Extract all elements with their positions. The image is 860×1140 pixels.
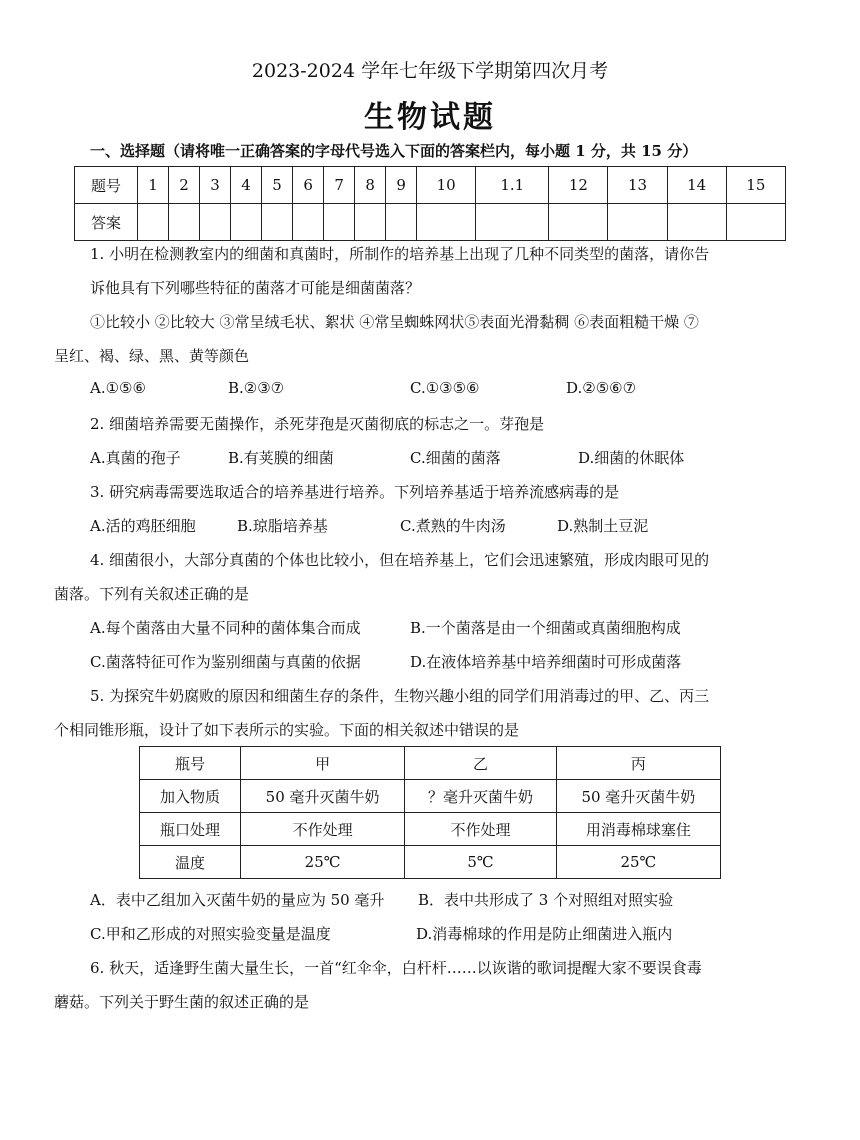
answer-table-number-row	[75, 167, 786, 204]
experiment-cell: 25℃	[241, 846, 405, 879]
question-number: 13	[608, 167, 667, 204]
q4-stem-line1: 4. 细菌很小，大部分真菌的个体也比较小，但在培养基上，它们会迅速繁殖，形成肉眼可见的	[90, 551, 710, 569]
answer-cell[interactable]	[726, 204, 785, 241]
answer-cell[interactable]	[231, 204, 262, 241]
experiment-table-row	[140, 846, 721, 879]
question-number: 9	[386, 167, 417, 204]
q5-option-b[interactable]: B．表中共形成了 3 个对照组对照实验	[418, 891, 674, 909]
experiment-cell: ？毫升灭菌牛奶	[405, 780, 557, 813]
row-label: 答案	[75, 204, 138, 241]
q5-stem-line2: 个相同锥形瓶，设计了如下表所示的实验。下面的相关叙述中错误的是	[54, 721, 520, 739]
question-number: 8	[355, 167, 386, 204]
q3-option-c[interactable]: C.煮熟的牛肉汤	[400, 517, 506, 535]
q5-option-c[interactable]: C.甲和乙形成的对照实验变量是温度	[90, 925, 331, 943]
question-number: 7	[324, 167, 355, 204]
question-number: 6	[293, 167, 324, 204]
experiment-cell: 用消毒棉球塞住	[556, 813, 720, 846]
question-number: 2	[169, 167, 200, 204]
q2-stem: 2. 细菌培养需要无菌操作，杀死芽孢是灭菌彻底的标志之一。芽孢是	[90, 415, 545, 433]
q1-option-d[interactable]: D.②⑤⑥⑦	[566, 379, 637, 397]
experiment-cell: 50 毫升灭菌牛奶	[241, 780, 405, 813]
answer-cell[interactable]	[169, 204, 200, 241]
question-number: 14	[667, 167, 726, 204]
experiment-table-row	[140, 813, 721, 846]
answer-cell[interactable]	[355, 204, 386, 241]
question-number: 15	[726, 167, 785, 204]
q5-stem-line1: 5. 为探究牛奶腐败的原因和细菌生存的条件，生物兴趣小组的同学们用消毒过的甲、乙、丙三	[90, 687, 710, 705]
experiment-cell: 温度	[140, 846, 241, 879]
experiment-table-header	[140, 747, 721, 780]
q6-stem-line2: 蘑菇。下列关于野生菌的叙述正确的是	[54, 993, 310, 1011]
q1-features-line2: 呈红、褐、绿、黑、黄等颜色	[54, 347, 250, 365]
experiment-cell: 加入物质	[140, 780, 241, 813]
experiment-cell: 不作处理	[241, 813, 405, 846]
subject-title: 生物试题	[364, 100, 496, 135]
question-number: 1	[138, 167, 169, 204]
experiment-cell: 25℃	[556, 846, 720, 879]
experiment-cell: 50 毫升灭菌牛奶	[556, 780, 720, 813]
q4-option-a[interactable]: A.每个菌落由大量不同种的菌体集合而成	[90, 619, 361, 637]
q6-stem-line1: 6. 秋天，适逢野生菌大量生长，一首“红伞伞，白杆杆……以诙谐的歌词提醒大家不要误食毒	[90, 959, 702, 977]
answer-cell[interactable]	[386, 204, 417, 241]
q4-option-b[interactable]: B.一个菌落是由一个细菌或真菌细胞构成	[410, 619, 681, 637]
q1-option-c[interactable]: C.①③⑤⑥	[410, 379, 480, 397]
experiment-table-row	[140, 780, 721, 813]
answer-cell[interactable]	[262, 204, 293, 241]
experiment-cell: 5℃	[405, 846, 557, 879]
q3-stem: 3. 研究病毒需要选取适合的培养基进行培养。下列培养基适于培养流感病毒的是	[90, 483, 620, 501]
q2-option-a[interactable]: A.真菌的孢子	[90, 449, 181, 467]
q3-option-a[interactable]: A.活的鸡胚细胞	[90, 517, 196, 535]
experiment-header-cell: 丙	[556, 747, 720, 780]
answer-table-answer-row	[75, 204, 786, 241]
row-label: 题号	[75, 167, 138, 204]
answer-cell[interactable]	[608, 204, 667, 241]
q2-option-c[interactable]: C.细菌的菌落	[410, 449, 501, 467]
q3-option-d[interactable]: D.熟制土豆泥	[557, 517, 649, 535]
q3-option-b[interactable]: B.琼脂培养基	[237, 517, 328, 535]
q4-stem-line2: 菌落。下列有关叙述正确的是	[54, 585, 250, 603]
answer-cell[interactable]	[476, 204, 549, 241]
q1-features-line1: ①比较小 ②比较大 ③常呈绒毛状、絮状 ④常呈蜘蛛网状⑤表面光滑黏稠 ⑥表面粗糙干燥 ⑦	[90, 313, 699, 331]
q1-option-a[interactable]: A.①⑤⑥	[90, 379, 146, 397]
question-number: 4	[231, 167, 262, 204]
q1-option-b[interactable]: B.②③⑦	[228, 379, 285, 397]
q5-option-a[interactable]: A．表中乙组加入灭菌牛奶的量应为 50 毫升	[90, 891, 385, 909]
question-number: 12	[549, 167, 608, 204]
q4-option-d[interactable]: D.在液体培养基中培养细菌时可形成菌落	[410, 653, 682, 671]
answer-table	[74, 166, 786, 241]
question-number: 10	[417, 167, 476, 204]
experiment-header-cell: 瓶号	[140, 747, 241, 780]
q2-option-d[interactable]: D.细菌的休眠体	[578, 449, 685, 467]
experiment-cell: 瓶口处理	[140, 813, 241, 846]
q4-option-c[interactable]: C.菌落特征可作为鉴别细菌与真菌的依据	[90, 653, 361, 671]
answer-cell[interactable]	[417, 204, 476, 241]
answer-cell[interactable]	[200, 204, 231, 241]
experiment-header-cell: 乙	[405, 747, 557, 780]
answer-cell[interactable]	[324, 204, 355, 241]
experiment-header-cell: 甲	[241, 747, 405, 780]
experiment-cell: 不作处理	[405, 813, 557, 846]
question-number: 5	[262, 167, 293, 204]
question-number: 3	[200, 167, 231, 204]
exam-title: 2023-2024 学年七年级下学期第四次月考	[251, 60, 609, 82]
experiment-table	[139, 746, 721, 879]
answer-cell[interactable]	[549, 204, 608, 241]
answer-cell[interactable]	[667, 204, 726, 241]
q1-stem-line1: 1. 小明在检测教室内的细菌和真菌时，所制作的培养基上出现了几种不同类型的菌落，请你告	[90, 245, 710, 263]
q2-option-b[interactable]: B.有荚膜的细菌	[228, 449, 334, 467]
q5-option-d[interactable]: D.消毒棉球的作用是防止细菌进入瓶内	[416, 925, 673, 943]
section-title: 一、选择题（请将唯一正确答案的字母代号选入下面的答案栏内，每小题 1 分，共 15 分）	[90, 142, 698, 160]
answer-cell[interactable]	[293, 204, 324, 241]
q1-stem-line2: 诉他具有下列哪些特征的菌落才可能是细菌菌落？	[90, 279, 421, 297]
answer-cell[interactable]	[138, 204, 169, 241]
question-number: 1.1	[476, 167, 549, 204]
